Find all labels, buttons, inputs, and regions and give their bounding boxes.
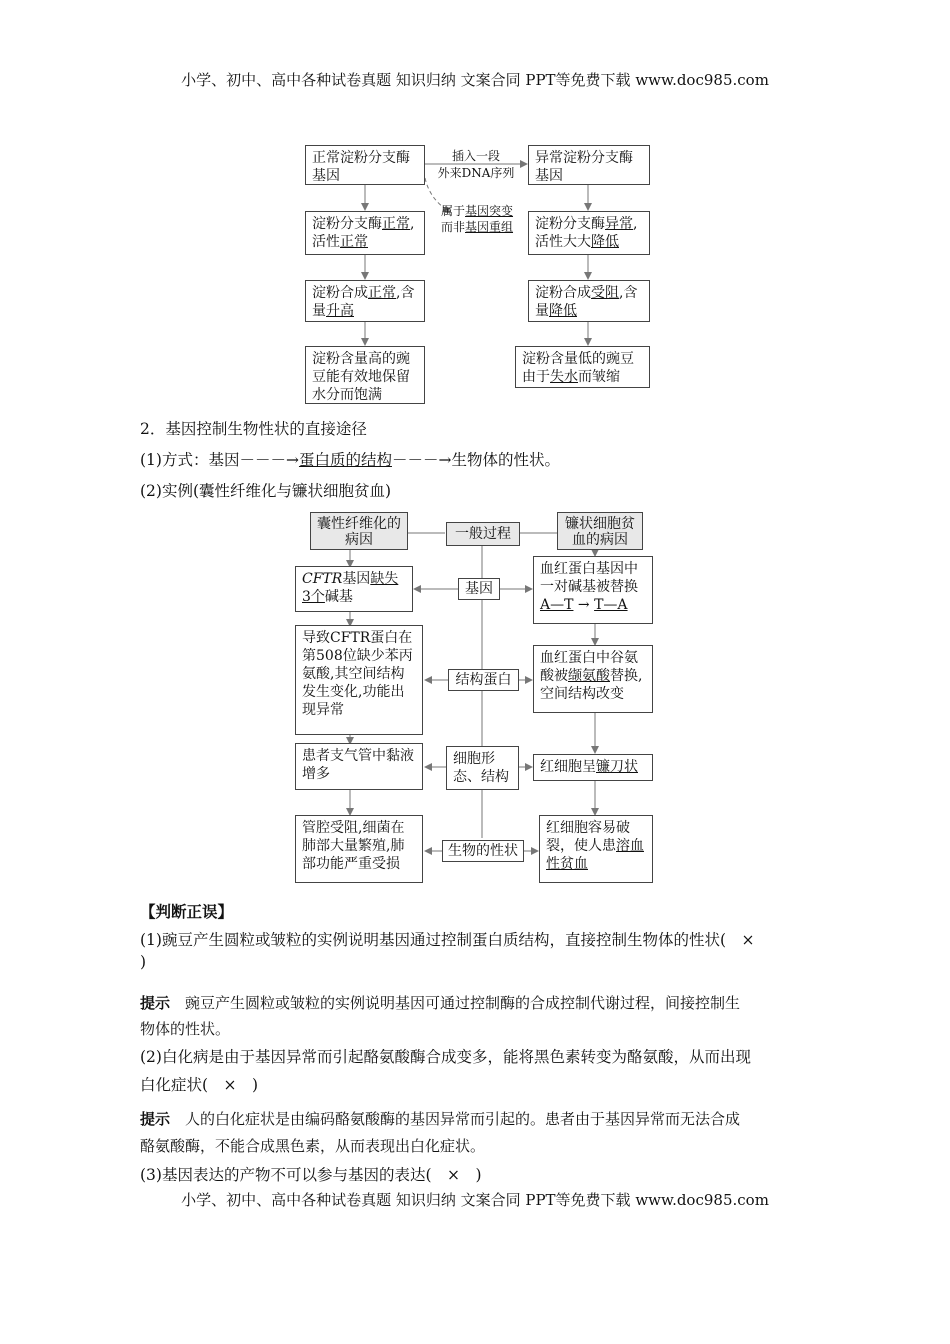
lung-damage-box [295, 815, 423, 883]
judge-q1 [140, 929, 820, 973]
t: (1)豌豆产生圆粒或皱粒的实例说明基因通过控制蛋白质结构，直接控制生物体的性状( × [140, 931, 755, 949]
hb-gene-box [533, 556, 653, 624]
section2-title: 2．基因控制生物性状的直接途径 [140, 420, 367, 438]
sickle-cause-header [557, 512, 643, 550]
note-mutation: 基因突变 [465, 204, 514, 218]
insert-label-top: 插入一段 [451, 149, 500, 163]
t: 镰状细胞贫血的病因 [565, 516, 635, 548]
t: A—T [540, 597, 574, 613]
t: ,含量 [312, 285, 415, 319]
t: 淀粉含量低的豌豆由于 [522, 351, 634, 385]
t: T—A [594, 597, 628, 613]
example-line: (2)实例(囊性纤维化与镰状细胞贫血) [140, 482, 392, 500]
t: 囊性纤维化的病因 [317, 516, 401, 548]
t: 淀粉分支酶 [535, 216, 605, 232]
judge-q2 [140, 1043, 820, 1099]
cf-cause-header [310, 512, 408, 550]
insert-dna-label [428, 148, 524, 181]
t: 结构蛋白 [455, 672, 512, 688]
page-footer: 小学、初中、高中各种试卷真题 知识归纳 文案合同 PPT等免费下载 www.doc985.com [181, 1191, 769, 1209]
t: (2)白化病是由于基因异常而引起酪氨酸酶合成变多，能将黑色素转变为酪氨酸，从而出现 [140, 1048, 751, 1066]
normal-starch-box [305, 280, 425, 322]
insert-label-bottom: 外来DNA序列 [437, 166, 515, 180]
t: 缬氨酸 [568, 668, 610, 684]
t: 淀粉合成 [535, 285, 591, 301]
t: 生物的性状 [448, 843, 518, 859]
t: ,活性 [312, 216, 415, 250]
judge-hint2 [140, 1106, 820, 1160]
abnormal-gene-text: 异常淀粉分支酶基因 [535, 150, 633, 184]
t: 血红蛋白中谷氨酸被 [540, 650, 638, 684]
t: 受阻 [591, 285, 619, 301]
t: 蛋白质的结构 [298, 451, 392, 469]
method-line [140, 449, 820, 471]
note-a: 属于 [440, 204, 465, 218]
t: 正常 [340, 234, 368, 250]
t: 一般过程 [455, 526, 511, 542]
hemolysis-box [539, 815, 653, 883]
t: 降低 [549, 303, 577, 319]
gene-node [458, 578, 500, 600]
t: 碱基 [324, 589, 353, 605]
t: 导致CFTR蛋白在第508位缺少苯丙氨酸,其空间结构发生变化,功能出现异常 [302, 630, 413, 718]
t: 提示 [140, 994, 171, 1012]
t: 物体的性状。 [140, 1020, 231, 1038]
t: CFTR [302, 571, 343, 587]
t: (1)方式：基因－－－→ [140, 451, 299, 469]
t: 红细胞容易破裂，使人患 [546, 820, 630, 854]
t: 失水 [550, 369, 578, 385]
normal-gene-text: 正常淀粉分支酶基因 [312, 150, 410, 184]
t: → [577, 597, 590, 613]
judge-q3: (3)基因表达的产物不可以参与基因的表达( × ) [140, 1166, 482, 1184]
trait-node [442, 840, 524, 862]
t: 人的白化症状是由编码酪氨酸酶的基因异常而引起的。患者由于基因异常而无法合成 [185, 1110, 741, 1128]
general-process-header [446, 522, 520, 546]
hb-protein-box [533, 645, 653, 713]
t: 细胞形态、结构 [453, 751, 509, 785]
t: 提示 [140, 1110, 171, 1128]
t: 镰刀状 [596, 759, 638, 775]
mutation-note [432, 203, 522, 235]
structural-protein-node [448, 669, 519, 691]
t: 缺失 [370, 571, 399, 587]
judge-hint1 [140, 990, 820, 1042]
t: 降低 [591, 234, 619, 250]
abnormal-gene-box [528, 145, 650, 185]
cftr-gene-box [295, 566, 413, 612]
t: 3个 [302, 589, 325, 605]
t: 基因 [342, 571, 371, 587]
wrinkled-pea-box [515, 346, 650, 388]
t: 白化症状( × ) [140, 1076, 259, 1094]
judge-title: 【判断正误】 [140, 903, 234, 921]
sickle-cell-box [533, 754, 653, 781]
cell-form-node [446, 746, 519, 790]
t: 基因 [465, 581, 493, 597]
t: －－－→生物体的性状。 [391, 451, 560, 469]
t: 正常 [382, 216, 410, 232]
normal-gene-box [305, 145, 425, 185]
t: 血红蛋白基因中一对碱基被替换 [540, 561, 638, 595]
note-b: 而非 [440, 220, 465, 234]
t: 正常 [368, 285, 396, 301]
t: 而皱缩 [578, 369, 620, 385]
cftr-protein-box [295, 625, 423, 735]
t: 替换,空间结构改变 [540, 668, 643, 702]
normal-enzyme-box [305, 211, 425, 255]
t: 酪氨酸酶，不能合成黑色素，从而表现出白化症状。 [140, 1137, 486, 1155]
t: 升高 [326, 303, 354, 319]
t: 淀粉合成 [312, 285, 368, 301]
round-pea-box [305, 346, 425, 404]
t: 豌豆产生圆粒或皱粒的实例说明基因可通过控制酶的合成控制代谢过程，间接控制生 [185, 994, 741, 1012]
t: 红细胞呈 [540, 759, 596, 775]
t: ) [140, 953, 147, 971]
t: 淀粉含量高的豌豆能有效地保留水分而饱满 [312, 351, 410, 403]
abnormal-enzyme-box [528, 211, 650, 255]
t: 管腔受阻,细菌在肺部大量繁殖,肺部功能严重受损 [302, 820, 405, 872]
t: 患者支气管中黏液增多 [302, 748, 414, 782]
t: 异常 [605, 216, 633, 232]
t: 淀粉分支酶 [312, 216, 382, 232]
t: 溶血性贫血 [546, 838, 644, 872]
page-header: 小学、初中、高中各种试卷真题 知识归纳 文案合同 PPT等免费下载 www.doc985.com [181, 71, 769, 89]
abnormal-starch-box [528, 280, 650, 322]
t: ,活性大大 [535, 216, 638, 250]
mucus-box [295, 743, 423, 790]
note-recombination: 基因重组 [465, 220, 514, 234]
t: ,含量 [535, 285, 638, 319]
